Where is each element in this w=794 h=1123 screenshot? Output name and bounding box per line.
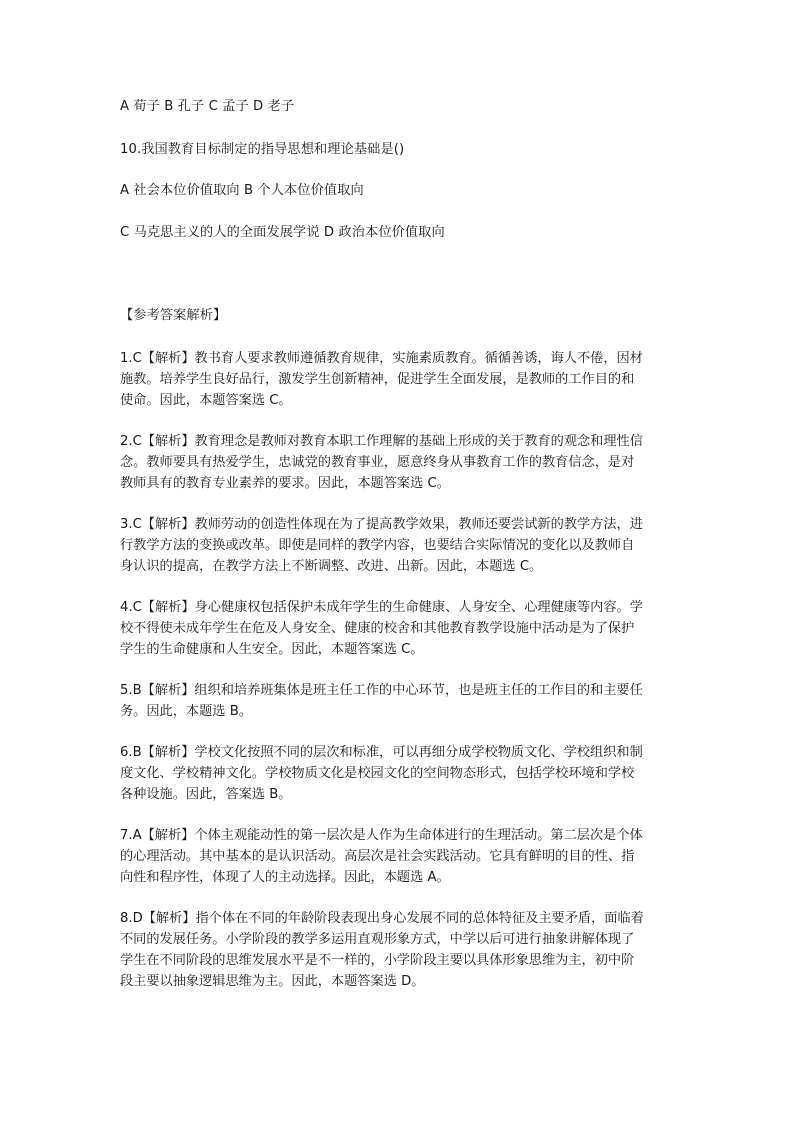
answer-4 — [120, 597, 680, 660]
answer-3 — [120, 514, 680, 577]
answer-line: 3.C【解析】教师劳动的创造性体现在为了提高教学效果，教师还要尝试新的教学方法，进 — [120, 517, 643, 532]
answer-line: 不同的发展任务。小学阶段的教学多运用直观形象方式，中学以后可进行抽象讲解体现了 — [120, 932, 635, 947]
answer-line: 施教。培养学生良好品行，激发学生创新精神，促进学生全面发展，是教师的工作目的和 — [120, 372, 635, 387]
answer-line: 念。教师要具有热爱学生，忠诚党的教育事业，愿意终身从事教育工作的教育信念，是对 — [120, 455, 635, 470]
q9-options: A 荀子 B 孔子 C 孟子 D 老子 — [120, 99, 295, 114]
answer-line: 7.A【解析】个体主观能动性的第一层次是人作为生命体进行的生理活动。第二层次是个体 — [120, 828, 643, 843]
answer-line: 2.C【解析】教育理念是教师对教育本职工作理解的基础上形成的关于教育的观念和理性信 — [120, 434, 643, 449]
answer-line: 各种设施。因此，答案选 B。 — [120, 787, 292, 802]
q10-stem: 10.我国教育目标制定的指导思想和理论基础是() — [120, 142, 405, 157]
answer-line: 的心理活动。其中基本的是认识活动。高层次是社会实践活动。它具有鲜明的目的性、指 — [120, 849, 635, 864]
answer-1 — [120, 348, 680, 411]
answer-line: 教师具有的教育专业素养的要求。因此，本题答案选 C。 — [120, 476, 450, 491]
q10-options-cd: C 马克思主义的人的全面发展学说 D 政治本位价值取向 — [120, 225, 445, 240]
answer-5 — [120, 680, 680, 722]
answer-line: 身认识的提高，在教学方法上不断调整、改进、出新。因此，本题选 C。 — [120, 559, 543, 574]
answer-line: 务。因此，本题选 B。 — [120, 704, 252, 719]
answer-line: 8.D【解析】指个体在不同的年龄阶段表现出身心发展不同的总体特征及主要矛盾，面临着 — [120, 911, 644, 926]
answer-line: 学生的生命健康和人生安全。因此，本题答案选 C。 — [120, 642, 424, 657]
answer-line: 4.C【解析】身心健康权包括保护未成年学生的生命健康、人身安全、心理健康等内容。学 — [120, 600, 643, 615]
answer-line: 向性和程序性，体现了人的主动选择。因此，本题选 A。 — [120, 870, 450, 885]
answer-line: 使命。因此，本题答案选 C。 — [120, 393, 292, 408]
answer-6 — [120, 742, 680, 805]
answer-2 — [120, 431, 680, 494]
answer-line: 度文化、学校精神文化。学校物质文化是校园文化的空间物态形式，包括学校环境和学校 — [120, 766, 635, 781]
answer-line: 段主要以抽象逻辑思维为主。因此，本题答案选 D。 — [120, 974, 425, 989]
answers-heading: 【参考答案解析】 — [120, 308, 227, 323]
answer-line: 5.B【解析】组织和培养班集体是班主任工作的中心环节，也是班主任的工作目的和主要任 — [120, 683, 643, 698]
answer-line: 6.B【解析】学校文化按照不同的层次和标准，可以再细分成学校物质文化、学校组织和制 — [120, 745, 643, 760]
answer-line: 学生在不同阶段的思维发展水平是不一样的，小学阶段主要以具体形象思维为主，初中阶 — [120, 953, 635, 968]
answer-7 — [120, 825, 680, 888]
q10-options-ab: A 社会本位价值取向 B 个人本位价值取向 — [120, 183, 364, 198]
answer-8 — [120, 908, 680, 992]
answer-line: 行教学方法的变换或改革。即使是同样的教学内容，也要结合实际情况的变化以及教师自 — [120, 538, 635, 553]
answer-line: 1.C【解析】教书育人要求教师遵循教育规律，实施素质教育。循循善诱，诲人不倦，因材 — [120, 351, 643, 366]
answer-line: 校不得使未成年学生在危及人身安全、健康的校舍和其他教育教学设施中活动是为了保护 — [120, 621, 635, 636]
